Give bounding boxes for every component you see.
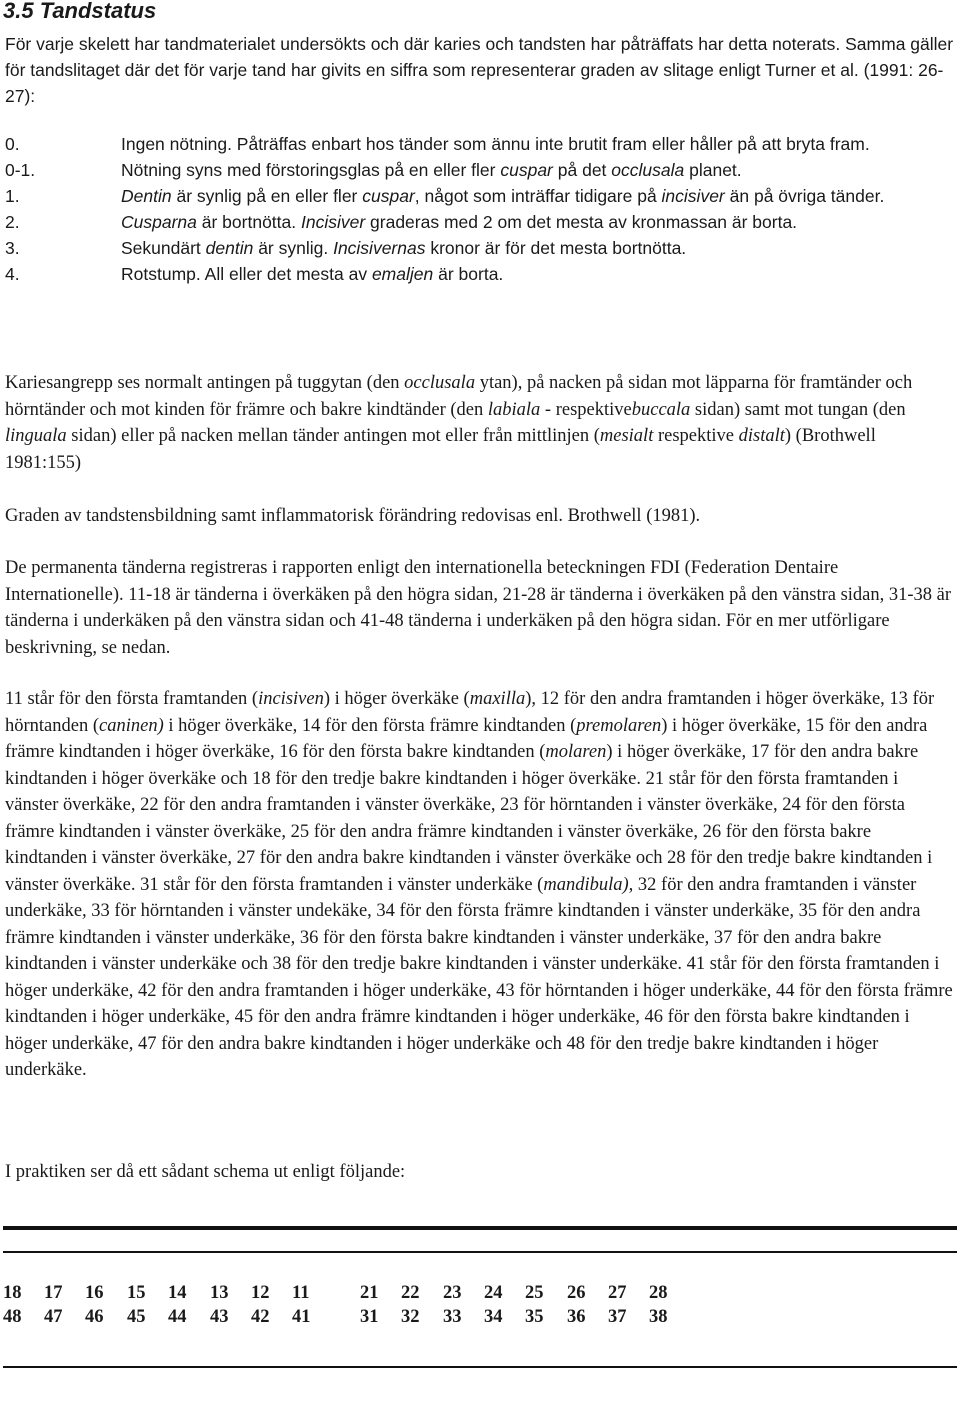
- caries-paragraph: [5, 370, 955, 476]
- tooth-number: 18: [3, 1283, 22, 1303]
- italic-term: occlusala: [611, 160, 685, 180]
- italic-term: cuspar: [500, 160, 553, 180]
- wear-grade-number: 0.: [5, 134, 20, 154]
- text-run: Sekundärt: [121, 238, 206, 258]
- text-run: på det: [552, 160, 612, 180]
- tooth-number: 13: [210, 1283, 229, 1303]
- wear-grade-number: 0-1.: [5, 160, 36, 180]
- tooth-number: 28: [649, 1283, 668, 1303]
- wear-grade-text: [121, 157, 955, 183]
- schema-top-rule: [3, 1226, 957, 1230]
- tooth-number: 16: [85, 1283, 104, 1303]
- text-run: 33 för hörntanden i vänster undekäke, 34 för den första främre kindtanden i vänster underkäke: [86, 901, 790, 921]
- italic-term: distalt: [738, 426, 785, 446]
- text-run: De permanenta tänderna registreras i rapporten enligt den internationella beteckningen FDI (Federation Dentaire Internationelle). 11-18 är tänderna i överkäken på den högra sidan, 21-28 är tänderna i överkäken på den vänstra sidan, 31-38 är tänderna i underkäken på den vänstra sidan och 41-48 tänderna i underkäken på den högra sidan. För en mer utförligare beskrivning, se nedan.: [5, 558, 952, 658]
- wear-grade-number: 3.: [5, 238, 20, 258]
- italic-term: ,: [82, 901, 87, 921]
- wear-grade-item: [5, 157, 955, 183]
- italic-term: dentin: [205, 238, 254, 258]
- text-run: i höger överkäke, 14 för den första främre kindtanden (: [163, 715, 577, 736]
- tooth-number: 34: [484, 1307, 503, 1327]
- section-heading: 3.5 Tandstatus: [3, 0, 157, 23]
- italic-term: incisiven: [258, 689, 324, 709]
- wear-grade-number: 4.: [5, 264, 20, 284]
- text-run: ), 12 för den andra framtanden i höger överkäke, 13 för hörntanden (: [5, 689, 935, 736]
- tooth-number: 36: [567, 1307, 586, 1327]
- text-run: är synlig på en eller fler: [171, 186, 363, 206]
- text-run: graderas med 2 om det mesta av kronmassan är borta.: [365, 212, 798, 232]
- wear-grade-text: [121, 261, 955, 287]
- italic-term: Incisivernas: [333, 238, 426, 258]
- tooth-number: 45: [127, 1307, 146, 1327]
- tooth-number: 37: [608, 1307, 627, 1327]
- tooth-number: 22: [401, 1283, 420, 1303]
- intro-paragraph: För varje skelett har tandmaterialet undersökts och där karies och tandsten har påträffats har detta noterats. Samma gäller för tandslitaget där det för varje tand har givits en siffra som representerar graden av slitage enligt Turner et al. (1991: 26-27):: [5, 34, 954, 106]
- wear-grade-text: [121, 209, 955, 235]
- tooth-number: 23: [443, 1283, 462, 1303]
- text-run: ) i höger överkäke (: [323, 689, 470, 709]
- wear-grade-item: [5, 209, 955, 235]
- tooth-number: 46: [85, 1307, 104, 1327]
- italic-term: maxilla: [469, 689, 526, 709]
- text-run: 35 för den andra främre kindtanden i vänster underkäke, 36 för den första bakre kindtanden i vänster underkäke, 37 för den andra bakre kindtanden i vänster underkäke och 38 för den tredje bakre kindtanden i vänster underkäke. 41 står för den första framtanden i höger underkäke, 42 för den andra framtanden i höger underkäke, 43 för hörntanden i höger underkäke, 44 för den första främre kindtanden i höger underkäke, 45 för den andra främre kindtanden i höger underkäke, 46 för den första bakre kindtanden i höger underkäke, 47 för den andra bakre kindtanden i höger underkäke och 48 för den tredje bakre kindtanden i höger underkäke.: [5, 901, 953, 1080]
- italic-term: molaren: [545, 742, 607, 762]
- text-run: ) (Brothwell 1981:155): [5, 426, 876, 473]
- tooth-number: 48: [3, 1307, 22, 1327]
- italic-term: mesialt: [599, 426, 654, 446]
- tooth-number: 27: [608, 1283, 627, 1303]
- tooth-number: 42: [251, 1307, 270, 1327]
- text-run: , något som inträffar tidigare på: [414, 186, 662, 206]
- tooth-number: 26: [567, 1283, 586, 1303]
- wear-grade-item: [5, 183, 955, 209]
- tooth-number: 15: [127, 1283, 146, 1303]
- tooth-number: 25: [525, 1283, 544, 1303]
- tooth-number: 38: [649, 1307, 668, 1327]
- italic-term: occlusala: [404, 373, 476, 393]
- text-run: sidan) eller på nacken mellan tänder antingen mot eller från mittlinjen (: [66, 426, 600, 446]
- text-run: Nötning syns med förstoringsglas på en eller fler: [121, 160, 501, 180]
- tooth-number: 14: [168, 1283, 187, 1303]
- wear-grade-item: [5, 235, 955, 261]
- tooth-description-paragraph: [5, 686, 955, 1084]
- italic-term: premolaren: [576, 715, 662, 736]
- wear-grade-text: [121, 131, 955, 157]
- text-run: Ingen nötning. Påträffas enbart hos tänder som ännu inte brutit fram eller håller på att bryta fram.: [121, 134, 870, 154]
- italic-term: Dentin: [121, 186, 172, 206]
- tooth-number: 11: [292, 1283, 310, 1303]
- text-run: ) i höger överkäke, 15 för den andra främre kindtanden i höger överkäke, 16 för den första bakre kindtanden (: [5, 715, 928, 762]
- text-run: I praktiken ser då ett sådant schema ut enligt följande:: [5, 1162, 406, 1182]
- text-run: 32 för den andra framtanden i vänster underkäke: [5, 874, 917, 921]
- wear-grade-text: [121, 183, 955, 209]
- tooth-number: 24: [484, 1283, 503, 1303]
- text-run: Kariesangrepp ses normalt antingen på tuggytan (den: [5, 373, 405, 393]
- text-run: Graden av tandstensbildning samt inflammatorisk förändring redovisas enl. Brothwell (1981).: [5, 506, 701, 526]
- text-run: 11 står för den första framtanden (: [5, 689, 259, 709]
- text-run: planet.: [684, 160, 742, 180]
- wear-grade-item: [5, 261, 955, 287]
- tooth-number: 32: [401, 1307, 420, 1327]
- italic-term: Incisiver: [300, 212, 366, 232]
- tooth-number: 31: [360, 1307, 379, 1327]
- tooth-number: 35: [525, 1307, 544, 1327]
- tooth-number: 21: [360, 1283, 379, 1303]
- italic-term: ,: [789, 901, 795, 921]
- italic-term: caninen): [99, 715, 164, 736]
- text-run: ) i höger överkäke, 17 för den andra bakre kindtanden i höger överkäke och 18 för den tredje bakre kindtanden i höger överkäke. 21 står för den första framtanden i vänster överkäke, 22 för den andra framtanden i vänster överkäke, 23 för hörntanden i vänster överkäke, 24 för den första främre kindtanden i vänster överkäke, 25 för den andra främre kindtanden i vänster överkäke, 26 för den första bakre kindtanden i vänster överkäke, 27 för den andra bakre kindtanden i vänster överkäke och 28 för den tredje bakre kindtanden i vänster överkäke. 31 står för den första framtanden i vänster underkäke (: [5, 742, 933, 895]
- text-run: respektive: [653, 426, 739, 446]
- tooth-number: 12: [251, 1283, 270, 1303]
- italic-term: Cusparna: [121, 212, 197, 232]
- tooth-number: 44: [168, 1307, 187, 1327]
- wear-grade-item: [5, 131, 955, 157]
- italic-term: emaljen: [371, 264, 434, 284]
- italic-term: buccala: [631, 399, 691, 420]
- tooth-number: 43: [210, 1307, 229, 1327]
- italic-term: cuspar: [362, 186, 415, 206]
- schema-intro-paragraph: [5, 1159, 955, 1186]
- schema-bottom-rule: [3, 1366, 957, 1368]
- text-run: är borta.: [433, 264, 504, 284]
- wear-grade-list: [5, 131, 955, 287]
- text-run: än på övriga tänder.: [724, 186, 885, 206]
- italic-term: labiala: [487, 399, 541, 420]
- tooth-number: 17: [44, 1283, 63, 1303]
- tooth-number: 33: [443, 1307, 462, 1327]
- text-run: är bortnötta.: [196, 212, 301, 232]
- text-run: ytan), på nacken på sidan mot läpparna för framtänder och hörntänder och mot kinden för främre och bakre kindtänder (den: [5, 373, 913, 420]
- text-run: Rotstump. All eller det mesta av: [121, 264, 372, 284]
- schema-second-rule: [3, 1251, 957, 1253]
- tooth-number: 41: [292, 1307, 311, 1327]
- italic-term: incisiver: [661, 186, 725, 206]
- tooth-number: 47: [44, 1307, 63, 1327]
- wear-grade-number: 1.: [5, 186, 20, 206]
- text-run: är synlig.: [253, 238, 334, 258]
- wear-grade-number: 2.: [5, 212, 20, 232]
- wear-grade-text: [121, 235, 955, 261]
- text-run: - respektive: [540, 399, 632, 420]
- calculus-paragraph: [5, 503, 955, 530]
- text-run: kronor är för det mesta bortnötta.: [425, 238, 687, 258]
- italic-term: mandibula),: [543, 874, 634, 895]
- italic-term: linguala: [5, 426, 67, 446]
- text-run: sidan) samt mot tungan (den: [690, 399, 906, 420]
- fdi-paragraph: [5, 555, 955, 661]
